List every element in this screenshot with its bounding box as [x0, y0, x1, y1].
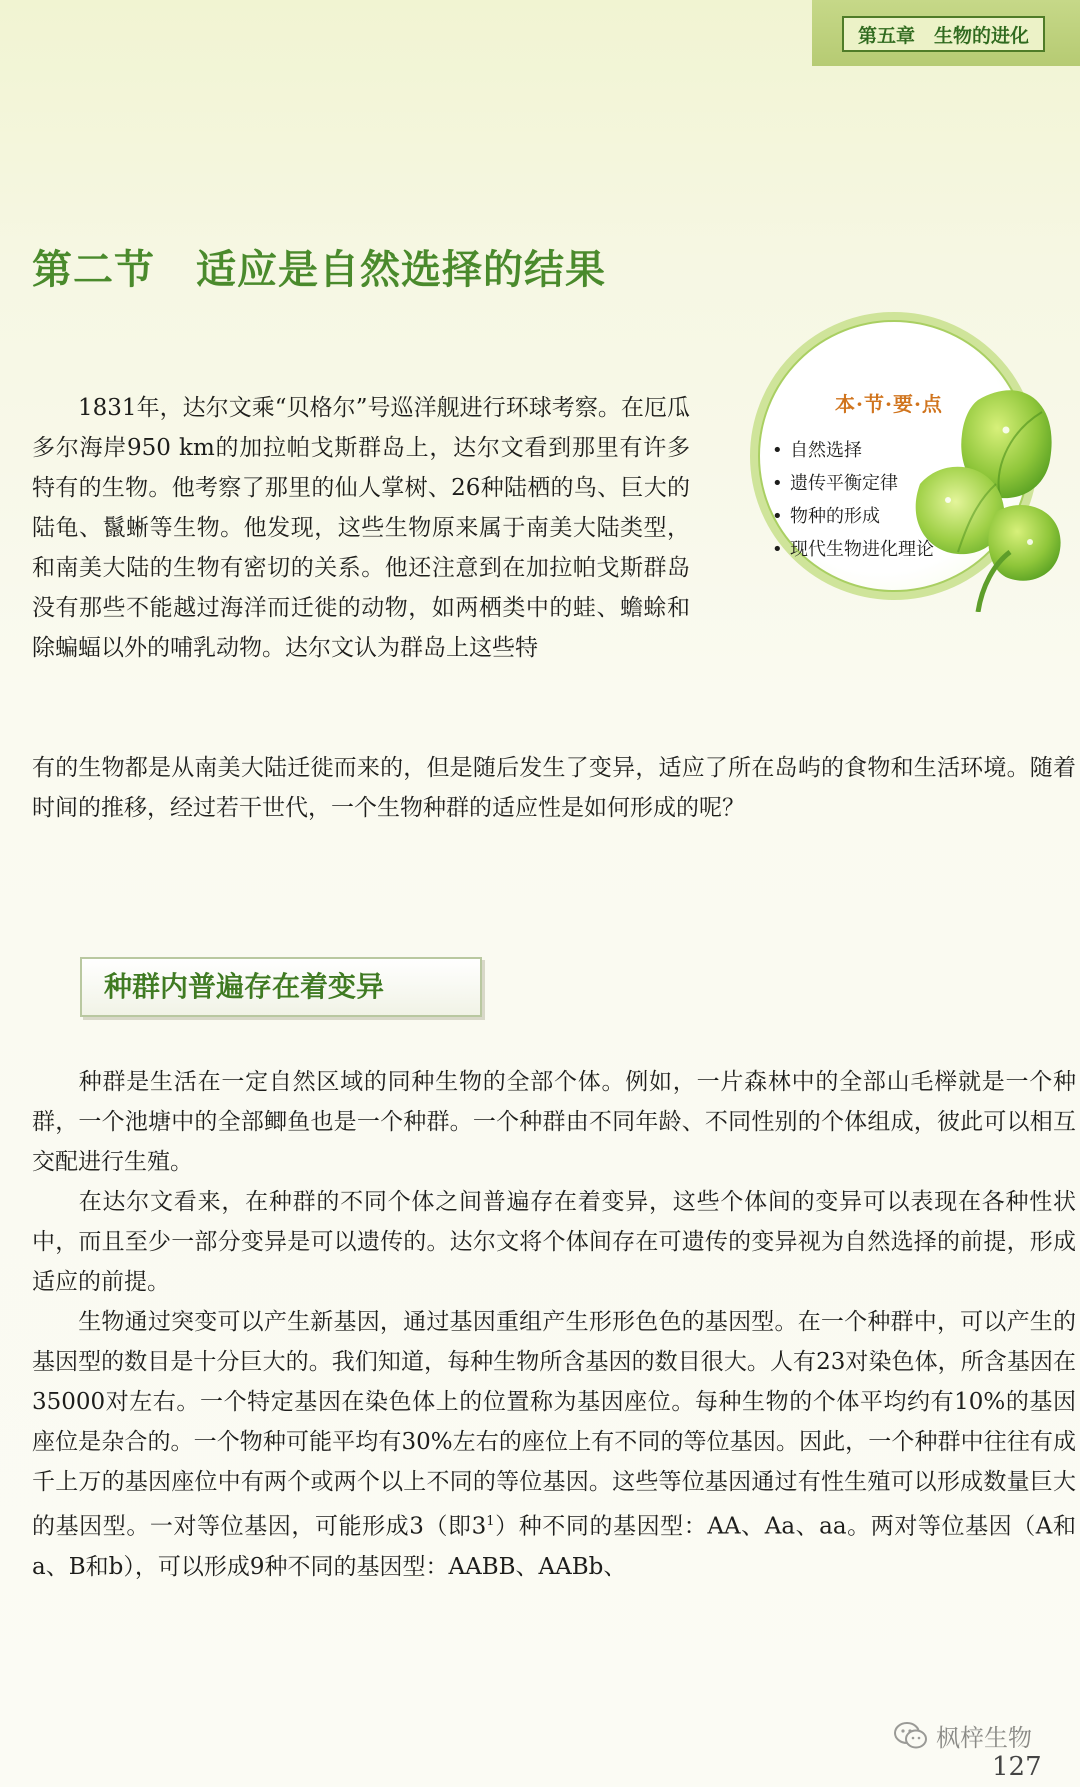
superscript: 1 [486, 1514, 495, 1529]
section-title: 第二节 适应是自然选择的结果 [32, 247, 606, 293]
body-paragraph-variation: 在达尔文看来，在种群的不同个体之间普遍存在着变异，这些个体间的变异可以表现在各种性状中，而且至少一部分变异是可以遗传的。达尔文将个体间存在可遗传的变异视为自然选择的前提，形成适应的前提。 [32, 1189, 1076, 1295]
intro-paragraph [32, 388, 690, 668]
page-number: 127 [992, 1752, 1042, 1782]
intro-paragraph-continued: 有的生物都是从南美大陆迁徙而来的，但是随后发生了变异，适应了所在岛屿的食物和生活环境。随着时间的推移，经过若干世代，一个生物种群的适应性是如何形成的呢？ [32, 755, 1076, 821]
key-point-item: • 遗传平衡定律 [772, 473, 898, 494]
watermark-text: 枫梓生物 [936, 1724, 1032, 1752]
key-point-item: • 自然选择 [772, 440, 862, 461]
watermark [894, 1718, 1032, 1753]
key-points-list [772, 434, 934, 566]
subsection-title: 种群内普遍存在着变异 [104, 970, 385, 1003]
intro-text-beside-box: 1831年，达尔文乘“贝格尔”号巡洋舰进行环球考察。在厄瓜多尔海岸950 km的加拉帕戈斯群岛上，达尔文看到那里有许多特有的生物。他考察了那里的仙人掌树、26种陆栖的鸟、巨大的陆龟、鬣蜥等生物。他发现，这些生物原来属于南美大陆类型，和南美大陆的生物有密切的关系。他还注意到在加拉帕戈斯群岛没有那些不能越过海洋而迁徙的动物，如两栖类中的蛙、蟾蜍和除蝙蝠以外的哺乳动物。达尔文认为群岛上这些特 [32, 395, 690, 661]
body-paragraph-genotypes: 生物通过突变可以产生新基因，通过基因重组产生形形色色的基因型。在一个种群中，可以产生的基因型的数目是十分巨大的。我们知道，每种生物所含基因的数目很大。人有23对染色体，所含基因在35000对左右。一个特定基因在染色体上的位置称为基因座位。每种生物的个体平均约有10%的基因座位是杂合的。一个物种可能平均有30%左右的座位上有不同的等位基因。因此，一个种群中往往有成千上万的基因座位中有两个或两个以上不同的等位基因。这些等位基因通过有性生殖可以形成数量巨大的基因型。一对等位基因，可能形成3（即$3^1$）种不同的基因型：AA、Aa、aa。两对等位基因（A和a、B和b），可以形成9种不同的基因型：AABB、AABb、 [32, 1309, 1076, 1580]
wechat-icon [894, 1721, 928, 1751]
key-points-heading: 本·节·要·点 [835, 392, 943, 416]
key-point-item: • 现代生物进化理论 [772, 539, 934, 560]
body-paragraph-population: 种群是生活在一定自然区域的同种生物的全部个体。例如，一片森林中的全部山毛榉就是一个种群，一个池塘中的全部鲫鱼也是一个种群。一个种群由不同年龄、不同性别的个体组成，彼此可以相互交配进行生殖。 [32, 1069, 1076, 1175]
chapter-title: 第五章 生物的进化 [842, 16, 1045, 52]
key-points-box [750, 312, 1062, 604]
chapter-header-bar [812, 0, 1080, 66]
subsection-heading [80, 957, 482, 1017]
key-point-item: • 物种的形成 [772, 506, 880, 527]
